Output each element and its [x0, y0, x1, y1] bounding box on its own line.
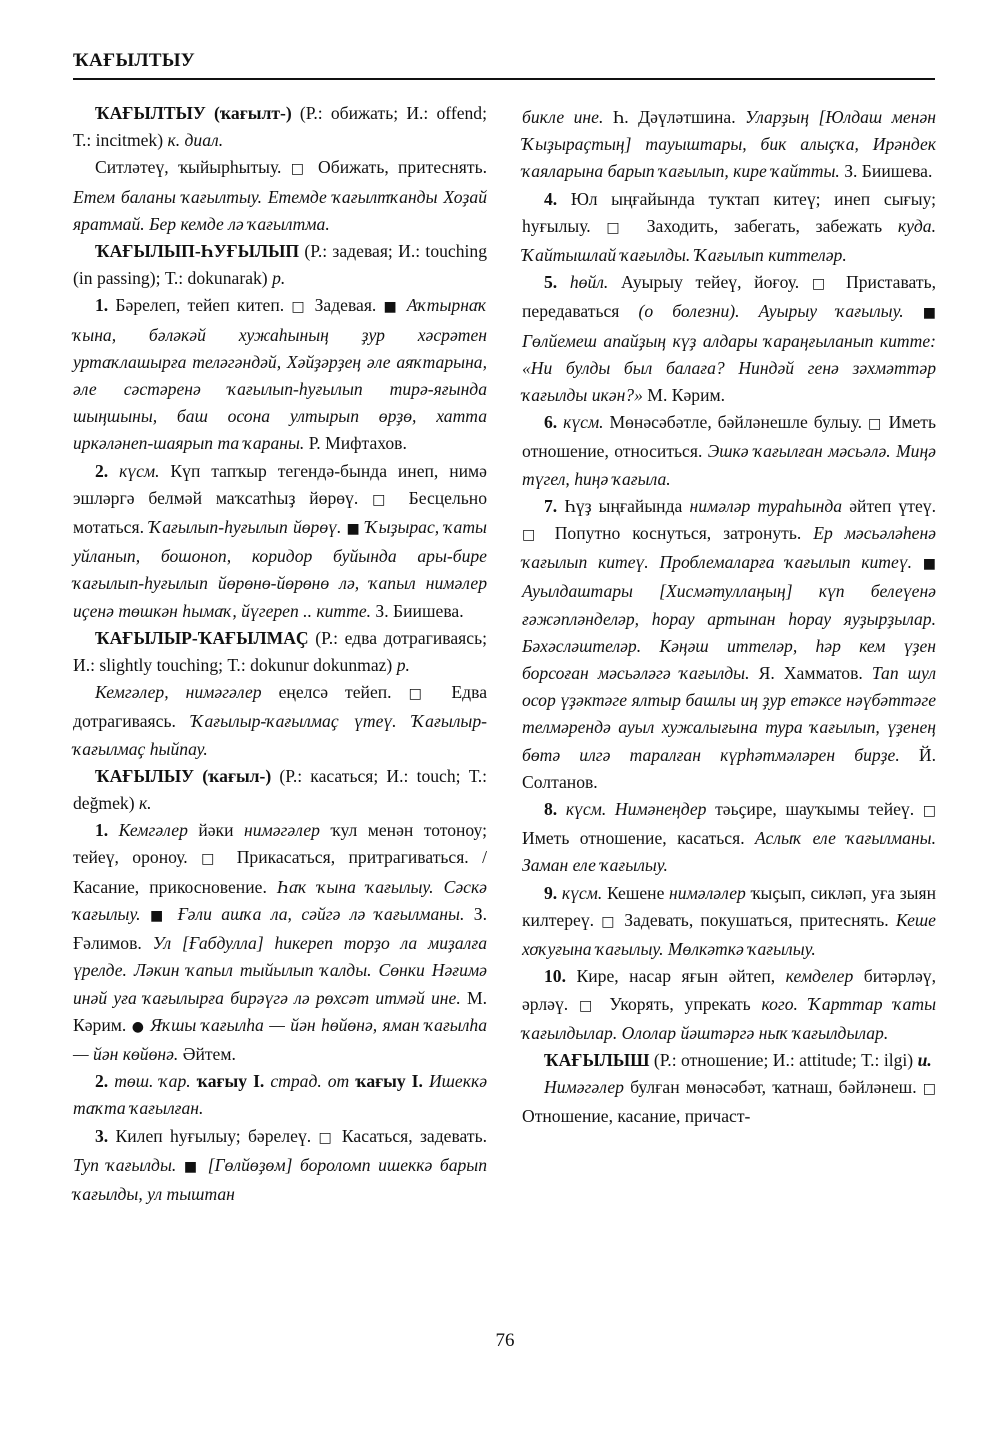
entry-headword	[73, 625, 487, 679]
text-run: (Р.: касаться; И.: touch; Т.: değmek)	[73, 765, 487, 814]
text-run: Килеп һуғылыу; бәрелеү.	[115, 1125, 319, 1146]
open-square-icon: □	[922, 803, 936, 820]
entry-headword	[73, 763, 487, 817]
open-square-icon: □	[372, 491, 395, 508]
bold-run: ҡағыу I.	[196, 1071, 271, 1092]
italic-run: р.	[396, 655, 410, 676]
bold-run: 7.	[544, 495, 565, 516]
page-number: 76	[495, 1330, 515, 1351]
entry-headword	[522, 1047, 936, 1074]
text-run: Заходить, забегать, забежать	[630, 215, 898, 236]
italic-run: р.	[272, 268, 286, 289]
left-column	[73, 100, 487, 1208]
text-run: Мөнәсәбәтле, бәйләнешле булыу.	[609, 412, 868, 433]
open-square-icon: □	[578, 997, 599, 1014]
bold-run: ҠАҒЫЛЫП-ҺУҒЫЛЫП	[95, 241, 305, 262]
text-run: З. Биишева.	[375, 600, 464, 621]
text-run: Укорять, упрекать	[598, 993, 762, 1014]
sense-paragraph	[522, 493, 936, 796]
sense-paragraph	[73, 154, 487, 238]
text-run: (Р.: задевая; И.: touching (in passing); Т.: dokunarak)	[73, 241, 488, 289]
sense-paragraph	[73, 1123, 487, 1209]
open-square-icon: □	[318, 1129, 335, 1146]
italic-run: күсм.	[119, 460, 171, 481]
filled-square-icon: ■	[922, 556, 936, 573]
text-run: Бесцельно мотаться.	[73, 487, 487, 538]
italic-run: Һаҡ ҡына ҡағылыу. Сәскә ҡағылыу.	[73, 876, 487, 924]
text-run: Кире, насар яғын әйтеп,	[576, 966, 786, 987]
open-square-icon: □	[922, 1081, 937, 1098]
italic-run: күсм.	[561, 882, 607, 903]
sense-paragraph	[522, 409, 936, 493]
filled-square-icon: ■	[383, 299, 400, 316]
open-square-icon: □	[201, 851, 224, 868]
running-head: ҠАҒЫЛТЫУ	[73, 50, 196, 71]
bold-run: 9.	[544, 882, 562, 903]
text-run: Прикасаться, притрагиваться. / Касание, прикосновение.	[73, 847, 487, 897]
open-square-icon: □	[291, 299, 308, 316]
bold-run: 3.	[95, 1125, 116, 1146]
open-square-icon: □	[408, 686, 435, 703]
bold-run: ҡағыу I.	[355, 1071, 429, 1092]
italic-run: Ер мәсьәләһенә ҡағылып китеү. Проблемаларға ҡағылып китеү.	[522, 523, 936, 573]
text-run: Иметь отношение, касаться.	[522, 828, 756, 849]
italic-run: Кеше хоҡуғына ҡағылыу. Мөлкәткә ҡағылыу.	[522, 909, 936, 960]
italic-run: Кемгәлер	[118, 820, 199, 841]
italic-run: Ул [Ғабдулла] һикереп торҙо ла миҙалға үрелде. Ләкин ҡапыл тыйылып ҡалды. Сөнки Нәғимә инәй уға ҡағылырға бирәүгә лә рөхсәт итмәй ине.	[73, 933, 487, 1008]
bold-run: 6.	[544, 412, 564, 433]
header-rule	[73, 78, 935, 80]
italic-run: нимәләр тураһында	[689, 495, 850, 516]
text-run: Әйтем.	[182, 1043, 236, 1064]
text-run: Р. Мифтахов.	[308, 433, 407, 454]
text-run: Ситләтеү, ҡыйырһытыу.	[95, 157, 291, 178]
text-run: (Р.: едва дотрагиваясь; И.: slightly touching; Т.: dokunur dokunmaz)	[73, 627, 487, 676]
open-square-icon: □	[290, 161, 309, 178]
italic-run: куда. Ҡайтышлай ҡағылды. Ҡағылып киттеләр.	[522, 215, 936, 266]
bold-run: ҠАҒЫЛЫШ	[544, 1049, 654, 1070]
text-run: Задевая.	[307, 295, 384, 316]
italic-run: Ҡағылыр-ҡағылмаҫ үтеү. Ҡағылыр-ҡағылмаҫ һыйпау.	[73, 711, 487, 759]
open-square-icon: □	[867, 416, 883, 433]
bold-italic-run: и.	[917, 1049, 932, 1070]
bold-run: 2.	[95, 460, 120, 481]
sense-paragraph	[73, 1068, 487, 1122]
sense-paragraph	[522, 796, 936, 880]
sense-paragraph	[522, 269, 936, 409]
italic-run: страд. от	[270, 1071, 356, 1092]
italic-run: Ғәли ашҡа ла, сәйгә лә ҡағылманы.	[168, 903, 474, 924]
bold-run: 5.	[544, 272, 570, 293]
filled-square-icon: ■	[149, 907, 169, 924]
sense-paragraph	[522, 1074, 936, 1130]
italic-run: Ҡағылып-һуғылып йөрөү.	[149, 517, 347, 538]
text-run: йәки	[198, 820, 244, 841]
text-run: булған мөнәсәбәт, ҡатнаш, бәйләнеш.	[630, 1077, 923, 1098]
open-square-icon: □	[606, 219, 631, 236]
sense-paragraph	[73, 458, 487, 625]
text-run: Кешене	[606, 882, 670, 903]
open-square-icon: □	[811, 276, 834, 293]
italic-run: (о болезни). Ауырыу ҡағылыу.	[638, 301, 923, 322]
italic-run: Ауылдаштары [Хисмәтуллаңың] күп белеүенә ғәжәпләнделәр, һорау артынан һорау яуҙырҙылар. Бәхәсләштеләр. Кәңәш иттеләр, һәр кем үҙен борсоған мәсьәләгә ҡағылды.	[522, 581, 936, 684]
text-run: Юл ыңғайында туҡтап китеү; инеп сығыу; һуғылыу.	[522, 188, 937, 236]
open-square-icon: □	[522, 527, 543, 544]
filled-square-icon: ■	[183, 1158, 201, 1175]
sense-paragraph	[522, 186, 936, 270]
text-run: еңелсә тейеп.	[278, 682, 409, 703]
italic-run: Туп ҡағылды.	[73, 1154, 184, 1175]
text-run: Һүҙ ыңғайында	[564, 495, 690, 516]
italic-run: к.	[138, 793, 152, 814]
text-run: Касаться, задевать.	[334, 1125, 488, 1146]
text-run: тәьҫире, шауҡымы тейеү.	[715, 799, 923, 820]
text-run: Ауырыу тейеү, йоғоу.	[621, 272, 812, 293]
entry-headword	[73, 238, 487, 292]
text-run: ҡул менән тотоноу; тейеү, ороноу.	[73, 820, 488, 868]
continued-paragraph	[522, 104, 936, 186]
text-run: З. Ғәлимов.	[73, 903, 487, 954]
bold-run: 1.	[95, 820, 119, 841]
filled-square-icon: ■	[922, 305, 936, 322]
text-run: битәрләү, әрләү.	[522, 966, 936, 1014]
italic-run: Етем баланы ҡағылтыу. Етемде ҡағылтҡанды Хоҙай яратмай. Бер кемде лә ҡағылтма.	[73, 186, 487, 234]
text-run: Һ. Дәүләтшина.	[612, 107, 746, 127]
sense-paragraph	[73, 292, 487, 457]
text-run: Бәрелеп, тейеп китеп.	[115, 295, 292, 316]
text-run: М. Кәрим.	[73, 987, 487, 1035]
sense-paragraph	[73, 679, 487, 763]
bold-run: ҠАҒЫЛТЫУ (ҡағылт-)	[95, 103, 300, 123]
open-square-icon: □	[601, 913, 618, 930]
sense-paragraph	[522, 963, 936, 1047]
text-run: Попутно коснуться, затронуть.	[542, 523, 814, 544]
sense-paragraph	[522, 880, 936, 964]
italic-run: Нимәгәлер	[544, 1077, 631, 1098]
text-run: Обижать, притеснять.	[308, 157, 487, 178]
text-run: З. Биишева.	[844, 161, 933, 182]
italic-run: бикле ине.	[522, 107, 613, 127]
bullet-icon: ●	[131, 1018, 145, 1035]
text-run: Задевать, покушаться, притеснять.	[617, 909, 896, 930]
italic-run: күсм. Нимәнеңдер	[565, 799, 716, 820]
italic-run: Гөлйемеш апайҙың күҙ алдары ҡараңғыланып китте: «Ни булды был балаға? Ниндәй генә зәхмәттәр ҡағылды икән?»	[522, 330, 936, 406]
text-run: Я. Хамматов.	[758, 663, 872, 684]
bold-run: ҠАҒЫЛЫР-ҠАҒЫЛМАҪ	[95, 627, 316, 648]
italic-run: Яҡшы ҡағылһа — йән һөйөнә, яман ҡағылһа — йән көйөнә.	[73, 1014, 487, 1064]
sense-paragraph	[73, 817, 487, 1068]
text-run: Күп тапҡыр тегендә-бында инеп, нимә эшләргә белмәй маҡсатһыҙ йөрөү.	[73, 460, 487, 508]
italic-run: кемделер	[785, 966, 864, 987]
bold-run: 8.	[544, 799, 566, 820]
italic-run: төш. ҡар.	[114, 1071, 197, 1092]
italic-run: кого. Ҡарттар ҡаты ҡағылдылар. Ололар йәштәргә ныҡ ҡағылдылар.	[522, 993, 936, 1043]
italic-run: к. диал.	[167, 130, 224, 151]
italic-run: Ҡыҙырас, ҡаты уйланып, бошоноп, коридор буйында ары-бире ҡағылып-һуғылып йөрөнө-йөрөнө лә, ҡапыл нимәлер иҫенә төшкән һымаҡ, йүгереп .. китте.	[73, 517, 487, 621]
filled-square-icon: ■	[346, 521, 361, 538]
bold-run: ҠАҒЫЛЫУ (ҡағыл-)	[95, 765, 280, 786]
italic-run: Тап шул осор үҙәктәге ялтыр башлы иң ҙур етәксе нәүбәттәге телмәрендә ауыл хужалығына тура ҡағылып, үҙенең бөтә илгә таралған күрһәтмәләрен бирҙе.	[522, 663, 936, 765]
bold-run: 1.	[95, 295, 116, 316]
text-run: ҡыҫып, сикләп, уға зыян килтереү.	[522, 882, 936, 930]
text-run: Едва дотрагиваясь.	[73, 682, 488, 732]
bold-run: 10.	[544, 966, 577, 987]
right-column	[522, 104, 936, 1131]
text-run: Отношение, касание, причаст-	[522, 1106, 751, 1127]
italic-run: күсм.	[563, 412, 610, 433]
italic-run: Аслыҡ еле ҡағылманы. Заман еле ҡағылыу.	[522, 828, 936, 876]
italic-run: нимәгәлер	[243, 820, 331, 841]
italic-run: һөйл.	[569, 272, 622, 293]
text-run: Иметь отношение, относиться.	[522, 412, 936, 462]
text-run: (Р.: отношение; И.: attitude; Т.: ilgi)	[653, 1049, 918, 1070]
bold-run: 4.	[544, 188, 571, 209]
italic-run: Ишеккә таҡта ҡағылған.	[73, 1071, 488, 1119]
italic-run: Уларҙың [Юлдаш менән Ҡыҙыраҫтың] тауыштары, бик алыҫҡа, Ирәндек ҡаяларына барып ҡағылып, кире ҡайтты.	[522, 107, 936, 182]
text-run: М. Кәрим.	[647, 385, 726, 406]
text-run: (Р.: обижать; И.: offend; Т.: incitmek)	[73, 103, 487, 151]
bold-run: 2.	[95, 1071, 115, 1092]
italic-run: Эшкә ҡағылған мәсьәлә. Миңә түгел, һиңә ҡағыла.	[522, 441, 936, 489]
text-run: Приставать, передаваться	[522, 272, 937, 322]
italic-run: [Гөлйөҙөм] бороломп ишеккә барып ҡағылды, ул тыштан	[73, 1154, 487, 1204]
entry-headword	[73, 100, 487, 154]
italic-run: нимәләлер	[669, 882, 751, 903]
italic-run: Кемгәлер, нимәгәлер	[95, 682, 279, 703]
text-run: әйтеп үтеү.	[849, 495, 936, 516]
italic-run: Аҡтырнаҡ ҡына, бәләкәй хужаһының ҙур хәсрәтен уртаҡлашырға теләгәндәй, Хәйҙәрҙең әле аяҡтарына, әле сәстәренә ҡағылып-һуғылып тирә-яғында шыңшыны, баш осона ултырып өрҙө, хатта иркәләнеп-шаярып та ҡараны.	[73, 295, 488, 454]
text-run: Й. Солтанов.	[522, 744, 936, 792]
